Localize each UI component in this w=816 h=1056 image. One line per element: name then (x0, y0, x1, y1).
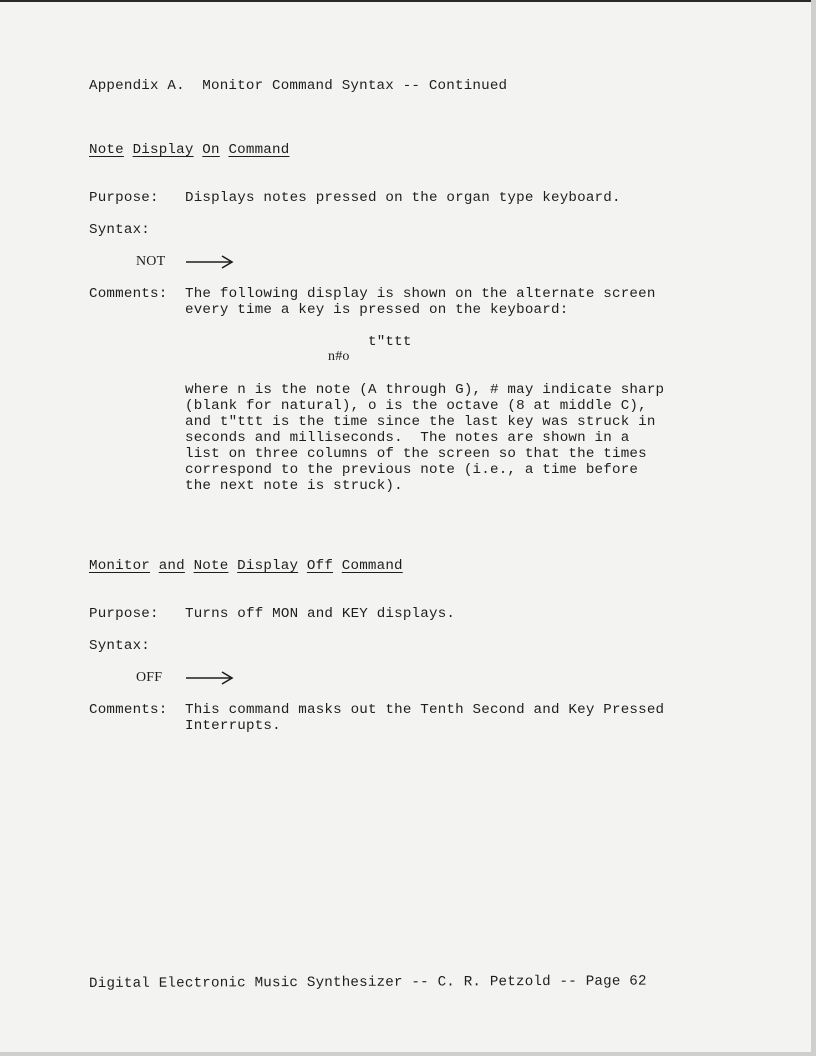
display-note: n#o (328, 349, 350, 364)
heading-word: Command (341, 558, 403, 574)
heading-word: Note (193, 558, 229, 574)
explanation-line: the next note is struck). (185, 478, 403, 494)
heading-word: Off (306, 558, 334, 574)
arrow-icon (185, 670, 235, 686)
command-not: NOT (136, 254, 166, 269)
heading-word: On (202, 142, 220, 158)
arrow-icon (185, 254, 235, 270)
comments-line: The following display is shown on the alternate screen (185, 286, 656, 302)
explanation-line: seconds and milliseconds. The notes are shown in a (185, 430, 630, 446)
comments-line: Interrupts. (185, 718, 281, 734)
display-time: t"ttt (368, 334, 412, 350)
comments-label: Comments: (89, 702, 168, 718)
comments-line: every time a key is pressed on the keyboard: (185, 302, 569, 318)
command-off: OFF (136, 670, 163, 685)
heading-word: and (158, 558, 185, 574)
heading-word: Monitor (89, 558, 150, 574)
heading-word: Display (132, 142, 194, 158)
purpose-label: Purpose: (89, 190, 159, 206)
explanation-line: (blank for natural), o is the octave (8 at middle C), (185, 398, 647, 414)
explanation-line: correspond to the previous note (i.e., a time before (185, 462, 639, 478)
heading-word: Note (89, 142, 124, 158)
heading-word: Display (237, 558, 299, 574)
section-heading-note-display-on (89, 142, 289, 158)
heading-word: Command (228, 142, 290, 158)
purpose-text: Turns off MON and KEY displays. (185, 606, 456, 622)
purpose-label: Purpose: (89, 606, 159, 622)
explanation-line: where n is the note (A through G), # may indicate sharp (185, 382, 665, 398)
purpose-text: Displays notes pressed on the organ type keyboard. (185, 190, 621, 206)
comments-label: Comments: (89, 286, 168, 302)
page-header: Appendix A. Monitor Command Syntax -- Continued (89, 78, 508, 94)
comments-line: This command masks out the Tenth Second and Key Pressed (185, 702, 665, 718)
page-footer: Digital Electronic Music Synthesizer -- C. R. Petzold -- Page 62 (88, 973, 647, 992)
section-heading-monitor-off (89, 558, 403, 574)
explanation-line: and t"ttt is the time since the last key was struck in (185, 414, 656, 430)
explanation-line: list on three columns of the screen so that the times (185, 446, 647, 462)
syntax-label: Syntax: (89, 638, 150, 654)
syntax-label: Syntax: (89, 222, 150, 238)
